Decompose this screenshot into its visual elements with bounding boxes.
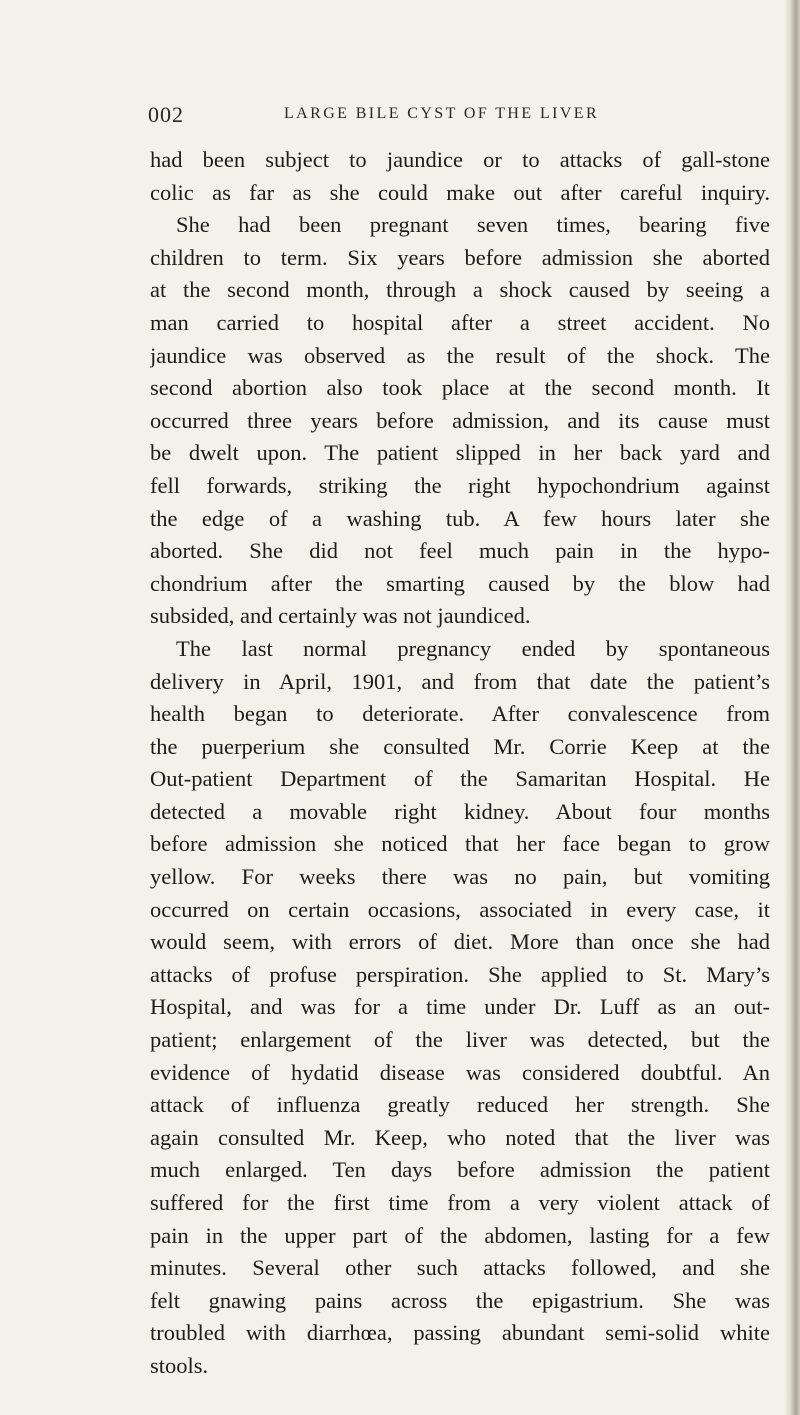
- text-line: chondrium after the smarting caused by the blow had: [150, 570, 770, 596]
- text-line: jaundice was observed as the result of the shock. The: [150, 342, 770, 368]
- text-line: felt gnawing pains across the epigastrium. She was: [150, 1287, 770, 1313]
- text-line: fell forwards, striking the right hypochondrium against: [150, 472, 770, 498]
- text-line: attacks of profuse perspiration. She applied to St. Mary’s: [150, 961, 770, 987]
- text-line: stools.: [150, 1352, 209, 1378]
- text-line: The last normal pregnancy ended by spontaneous: [176, 635, 770, 661]
- text-line: colic as far as she could make out after careful inquiry.: [150, 179, 770, 205]
- text-line: children to term. Six years before admission she aborted: [150, 244, 770, 270]
- text-line: man carried to hospital after a street accident. No: [150, 309, 770, 335]
- text-line: before admission she noticed that her face began to grow: [150, 831, 770, 857]
- text-line: minutes. Several other such attacks followed, and she: [150, 1255, 770, 1281]
- page-number: 002: [148, 102, 184, 127]
- text-line: Hospital, and was for a time under Dr. Luff as an out-: [150, 994, 770, 1020]
- text-line: attack of influenza greatly reduced her strength. She: [150, 1092, 770, 1118]
- text-line: detected a movable right kidney. About four months: [150, 798, 770, 824]
- text-line: again consulted Mr. Keep, who noted that the liver was: [150, 1124, 770, 1150]
- running-title: LARGE BILE CYST OF THE LIVER: [284, 105, 600, 122]
- text-line: yellow. For weeks there was no pain, but vomiting: [150, 864, 770, 890]
- body-text: [150, 144, 770, 1383]
- text-line: had been subject to jaundice or to attacks of gall-stone: [150, 147, 770, 172]
- text-line: much enlarged. Ten days before admission the patient: [150, 1157, 770, 1183]
- text-line: suffered for the first time from a very violent attack of: [150, 1190, 770, 1215]
- text-line: delivery in April, 1901, and from that date the patient’s: [150, 668, 770, 694]
- text-line: health began to deteriorate. After convalescence from: [150, 701, 770, 727]
- page-edge-shadow: [784, 0, 800, 1415]
- text-line: be dwelt upon. The patient slipped in her back yard and: [150, 440, 770, 466]
- text-line: at the second month, through a shock caused by seeing a: [150, 277, 770, 303]
- text-line: occurred on certain occasions, associated in every case, it: [150, 896, 770, 922]
- text-line: aborted. She did not feel much pain in the hypo-: [150, 538, 770, 564]
- text-line: occurred three years before admission, and its cause must: [150, 407, 770, 433]
- text-line: pain in the upper part of the abdomen, lasting for a few: [150, 1222, 770, 1248]
- text-line: Out-patient Department of the Samaritan Hospital. He: [150, 766, 770, 792]
- text-line: She had been pregnant seven times, bearing five: [176, 212, 770, 238]
- text-line: patient; enlargement of the liver was detected, but the: [150, 1027, 770, 1053]
- text-line: second abortion also took place at the second month. It: [150, 375, 770, 401]
- text-line: evidence of hydatid disease was considered doubtful. An: [150, 1059, 770, 1085]
- text-line: the edge of a washing tub. A few hours later she: [150, 505, 770, 531]
- text-line: would seem, with errors of diet. More than once she had: [150, 929, 770, 955]
- page-header: [148, 102, 768, 132]
- text-line: troubled with diarrhœa, passing abundant semi-solid white: [150, 1320, 770, 1346]
- text-line: subsided, and certainly was not jaundiced.: [150, 603, 531, 629]
- text-line: the puerperium she consulted Mr. Corrie Keep at the: [150, 733, 770, 759]
